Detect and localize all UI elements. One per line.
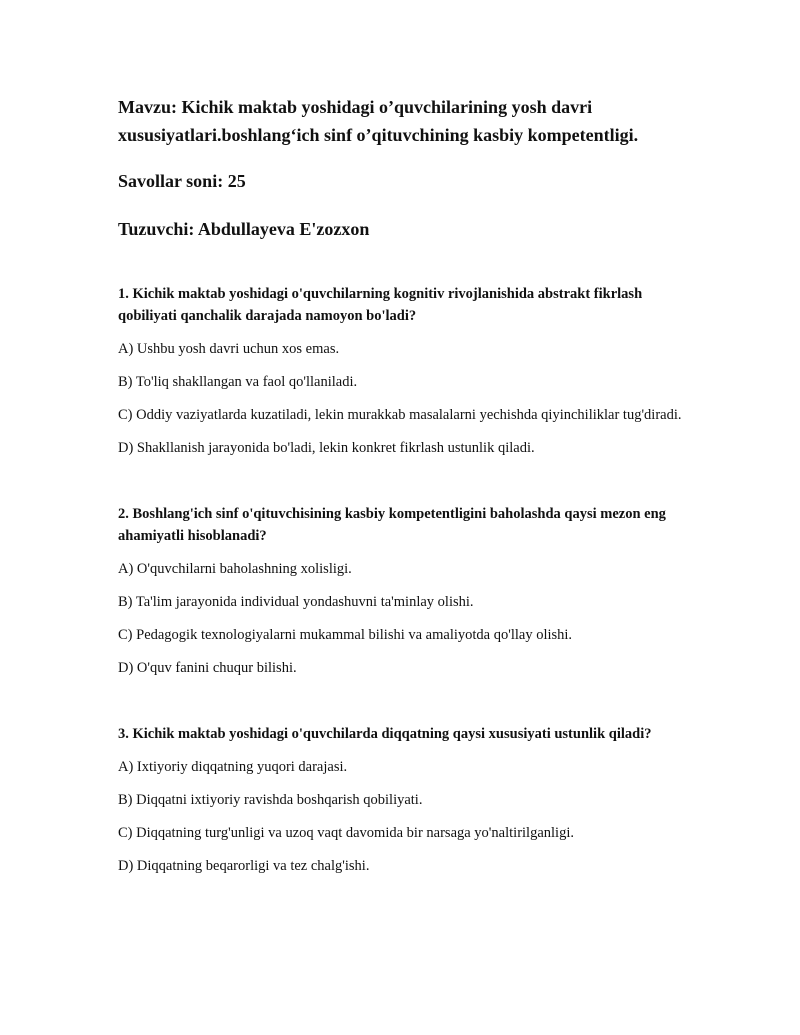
topic-heading: Mavzu: Kichik maktab yoshidagi o’quvchilarining yosh davri xususiyatlari.boshlang‘ich sinf o’qituvchining kasbiy kompetentligi. [118, 97, 639, 145]
question-3 [118, 723, 690, 877]
option-d: D) O'quv fanini chuqur bilishi. [118, 660, 297, 676]
option-a: A) Ushbu yosh davri uchun xos emas. [118, 341, 340, 357]
option-a: A) Ixtiyoriy diqqatning yuqori darajasi. [118, 759, 348, 775]
option-b: B) Ta'lim jarayonida individual yondashuvni ta'minlay olishi. [118, 594, 474, 610]
option-a: A) O'quvchilarni baholashning xolisligi. [118, 561, 352, 577]
question-text: 2. Boshlang'ich sinf o'qituvchisining kasbiy kompetentligini baholashda qaysi mezon eng ahamiyatli hisoblanadi? [118, 506, 666, 544]
option-c: C) Diqqatning turg'unligi va uzoq vaqt davomida bir narsaga yo'naltirilganligi. [118, 825, 574, 841]
option-d: D) Shakllanish jarayonida bo'ladi, lekin konkret fikrlash ustunlik qiladi. [118, 440, 535, 456]
question-1 [118, 283, 690, 459]
question-text: 3. Kichik maktab yoshidagi o'quvchilarda diqqatning qaysi xususiyati ustunlik qiladi? [118, 726, 652, 742]
option-b: B) Diqqatni ixtiyoriy ravishda boshqarish qobiliyati. [118, 792, 423, 808]
option-b: B) To'liq shakllangan va faol qo'llaniladi. [118, 374, 358, 390]
question-2 [118, 503, 690, 679]
author-line: Tuzuvchi: Abdullayeva E'zozxon [118, 219, 370, 239]
option-d: D) Diqqatning beqarorligi va tez chalg'ishi. [118, 858, 370, 874]
question-list [118, 283, 690, 877]
question-text: 1. Kichik maktab yoshidagi o'quvchilarning kognitiv rivojlanishida abstrakt fikrlash qobiliyati qanchalik darajada namoyon bo'ladi? [118, 286, 643, 324]
option-c: C) Oddiy vaziyatlarda kuzatiladi, lekin murakkab masalalarni yechishda qiyinchiliklar tug'diradi. [118, 407, 682, 423]
option-c: C) Pedagogik texnologiyalarni mukammal bilishi va amaliyotda qo'llay olishi. [118, 627, 573, 643]
question-count: Savollar soni: 25 [118, 171, 246, 191]
